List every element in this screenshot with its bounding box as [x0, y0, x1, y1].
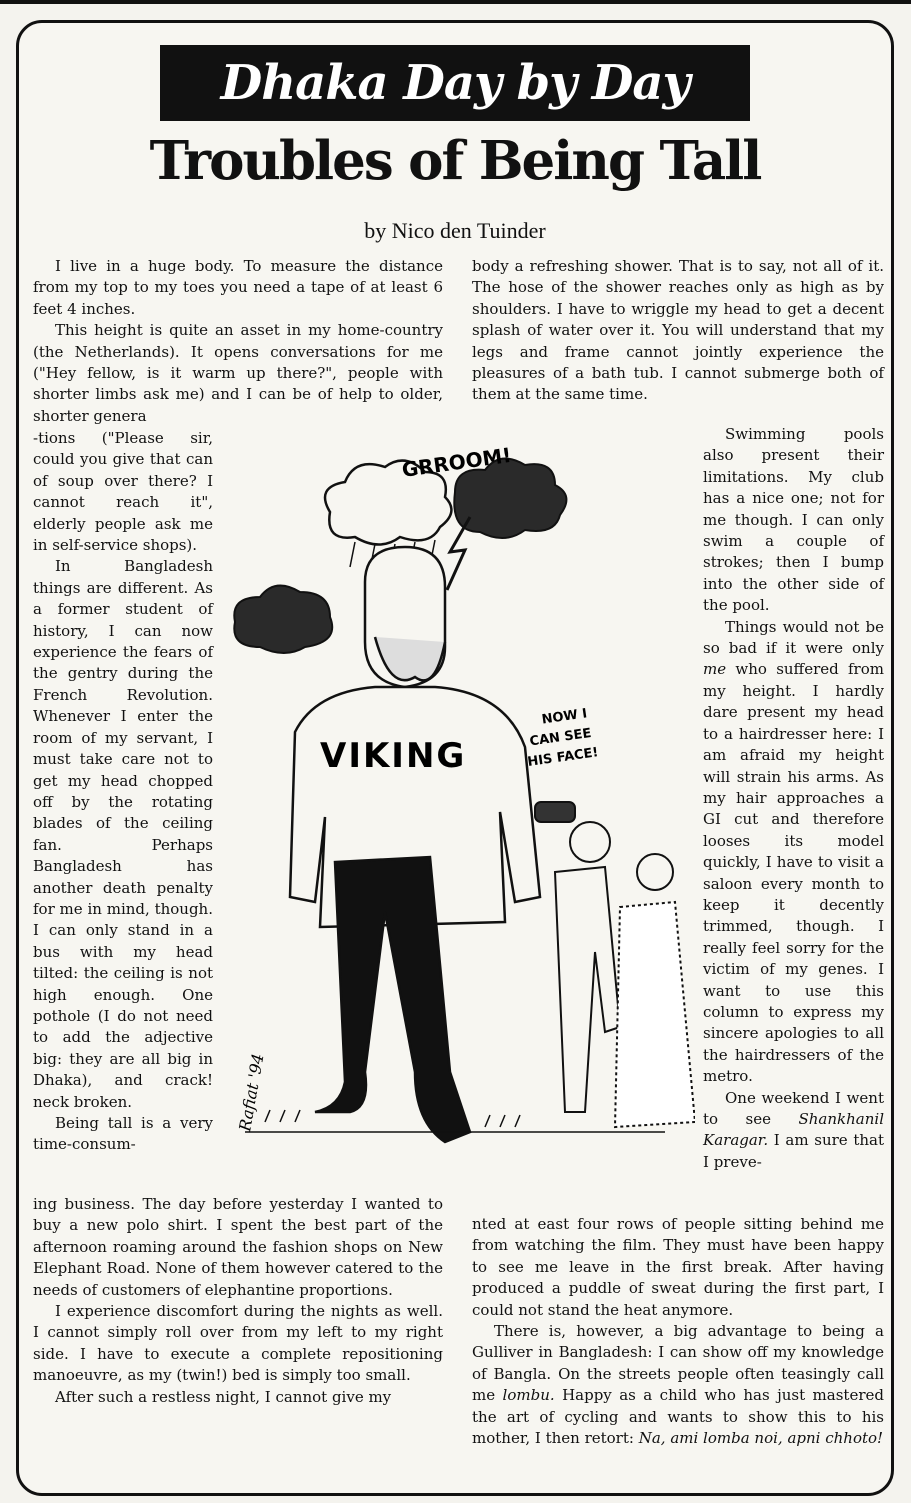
- column2-bottom: [472, 1214, 884, 1449]
- article-title: Troubles of Being Tall: [149, 130, 761, 192]
- column2-wrap-text: [703, 424, 884, 1173]
- paragraph: [472, 1321, 884, 1449]
- text-run: who suffered from my height. I hardly dare present my head to a hairdresser here: I am afraid my height will strain his arms. As my hair approaches a GI cut and therefore looses its model quickly, I have to visit a saloon every month to keep it decently trimmed, though. I really feel sorry for the victim of my genes. I want to use this column to express my sincere apologies to all the hairdressers of the metro.: [703, 660, 884, 1086]
- paragraph: I experience discomfort during the nights as well. I cannot simply roll over from my left to my right side. I have to execute a complete repositioning manoeuvre, as my (twin!) bed is simply too small.: [33, 1302, 443, 1385]
- paragraph: -tions ("Please sir, could you give that can of soup over there? I cannot reach it", elderly people ask me in self-service shops).: [33, 429, 213, 555]
- byline: by Nico den Tuinder: [364, 218, 546, 243]
- text-run: Things would not be so bad if it were only: [703, 617, 884, 658]
- column1-wrap-text: [33, 428, 213, 1156]
- small-woman-figure: [615, 854, 695, 1127]
- column1-top: [33, 256, 443, 427]
- emphasis: me: [703, 660, 727, 679]
- small-man-figure: [535, 802, 620, 1112]
- speech-line: HIS FACE!: [526, 745, 600, 770]
- paragraph: I live in a huge body. To measure the distance from my top to my toes you need a tape of at least 6 feet 4 inches.: [33, 257, 443, 318]
- text-run: One weekend I went to see: [703, 1088, 884, 1128]
- film-title: Shankhanil Karagar.: [703, 1110, 884, 1150]
- top-rule: [0, 0, 911, 4]
- paragraph: In Bangladesh things are different. As a former student of history, I can now experience the fears of the gentry during the French Revolution. Whenever I enter the room of my servant, I must take care not to get my head chopped off by the rotating blades of the ceiling fan. Perhaps Bangladesh has another death penalty for me in mind, though. I can only stand in a bus with my head tilted: the ceiling is not high enough. One pothole (I do not need to add the adjective big: they are all big in Dhaka), and crack! neck broken.: [33, 557, 213, 1111]
- speech-line: NOW I: [540, 706, 589, 728]
- paragraph: [703, 1088, 884, 1174]
- column2-top: [472, 256, 884, 406]
- paragraph: Swimming pools also present their limitations. My club has a nice one; not for me though. I can only swim a couple of strokes; then I bump into the other side of the pool.: [703, 425, 884, 615]
- paragraph: After such a restless night, I cannot give my: [55, 1387, 392, 1406]
- artist-signature: Rafiat '94: [235, 1052, 268, 1133]
- bangla-quote: Na, ami lomba noi, apni chhoto!: [638, 1429, 884, 1448]
- sound-effect-text: GRROOM!: [400, 442, 513, 482]
- column1-bottom: [33, 1194, 443, 1408]
- shirt-text: VIKING: [320, 736, 467, 776]
- paragraph: nted at east four rows of people sitting behind me from watching the film. They must have been happy to see me leave in the first break. After having produced a puddle of sweat during the first part, I could not stand the heat anymore.: [472, 1215, 884, 1319]
- speech-line: CAN SEE: [528, 725, 593, 750]
- text-run: Happy as a child who has just mastered the art of cycling and wants to show this to his mother, I then retort:: [472, 1386, 884, 1448]
- emphasis: lombu.: [502, 1386, 555, 1405]
- paragraph: body a refreshing shower. That is to say, not all of it. The hose of the shower reaches only as high as by shoulders. I have to wriggle my head to get a decent splash of water over it. You will understand that my legs and frame cannot jointly experience the pleasures of a bath tub. I cannot submerge both of them at the same time.: [472, 257, 884, 404]
- paragraph: Being tall is a very time-consum-: [33, 1114, 213, 1154]
- speech-text: [521, 706, 599, 770]
- column-heading-banner: [160, 45, 750, 121]
- paragraph: This height is quite an asset in my home-country (the Netherlands). It opens conversations for me ("Hey fellow, is it warm up there?", people with shorter limbs ask me) and I can be of help to older, shorter genera: [33, 321, 443, 425]
- column-name: Dhaka Day by Day: [220, 55, 690, 111]
- text-run: There is, however, a big advantage to being a Gulliver in Bangladesh: I can show off my knowledge of Bangla. On the streets people often teasingly call me: [472, 1322, 884, 1405]
- text-run: I am sure that I preve-: [703, 1131, 884, 1171]
- paragraph: [703, 617, 884, 1088]
- paragraph: ing business. The day before yesterday I wanted to buy a new polo shirt. I spent the best part of the afternoon roaming around the fashion shops on New Elephant Road. None of them however catered to the needs of customers of elephantine proportions.: [33, 1195, 443, 1299]
- cartoon-illustration: [225, 432, 695, 1177]
